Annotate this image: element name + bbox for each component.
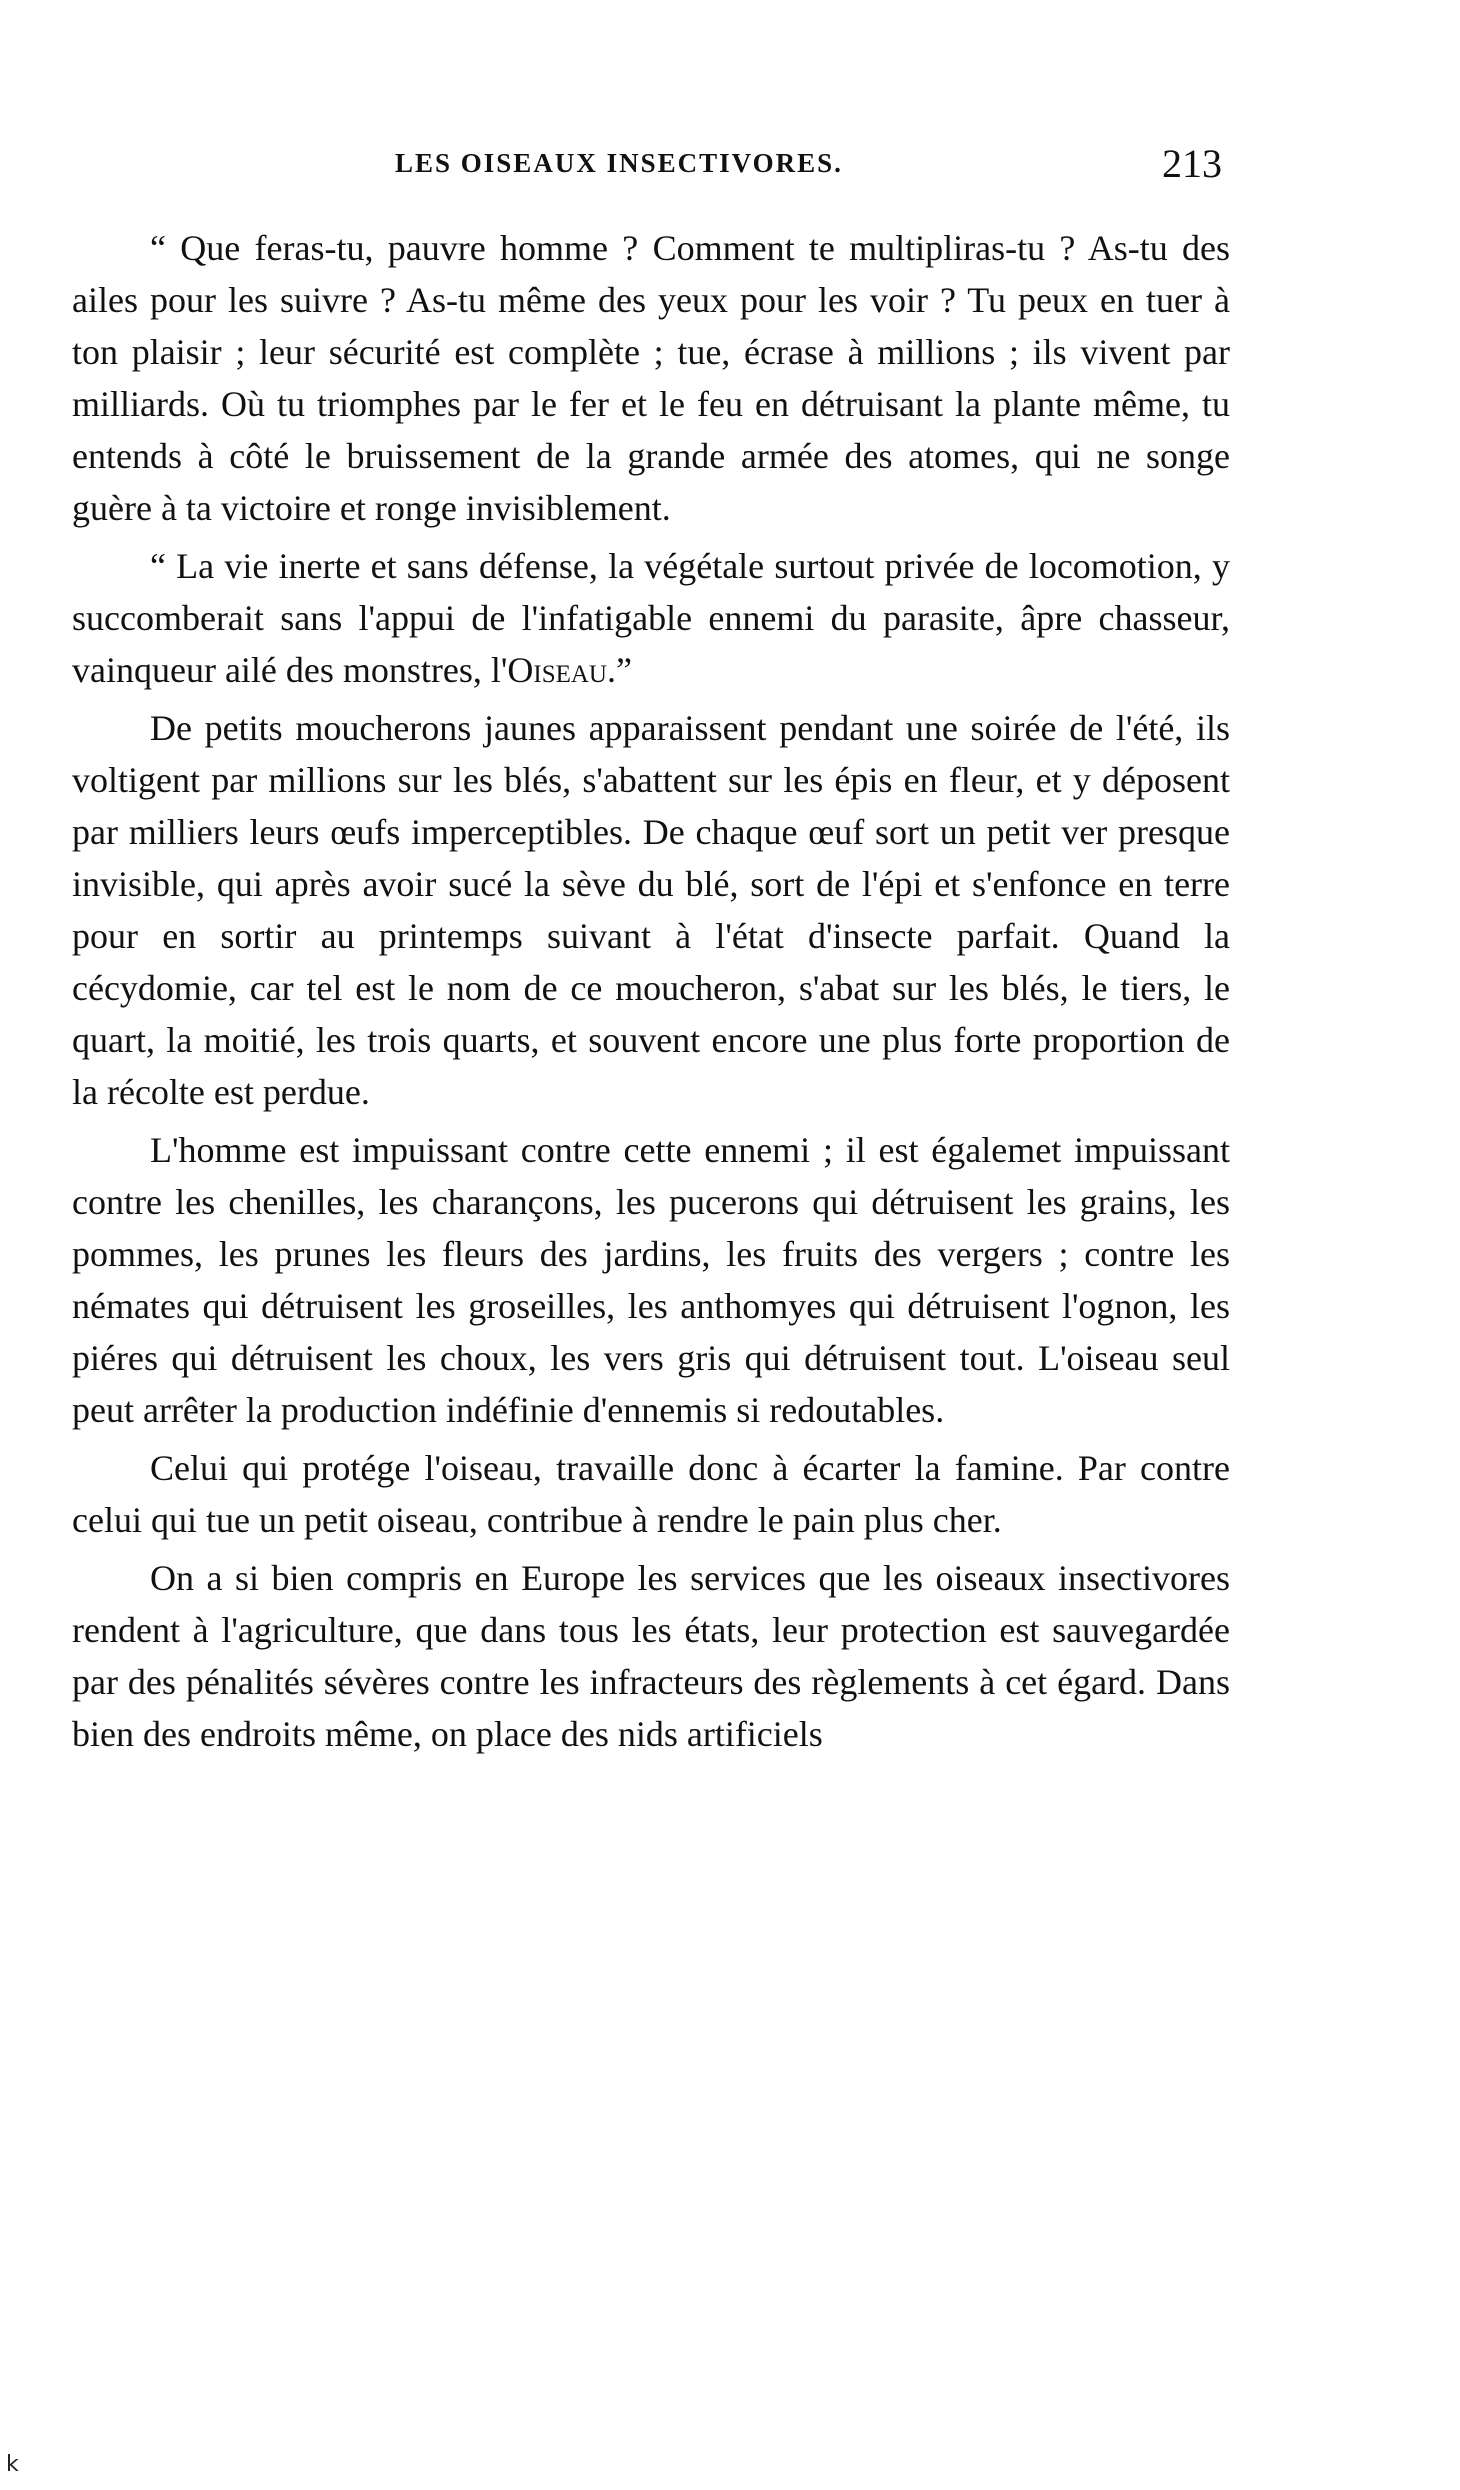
oiseau-small-caps: Oiseau <box>507 650 607 690</box>
paragraph-impuissant: L'homme est impuissant contre cette ennemi ; il est égalemet impuissant contre les chenilles, les charançons, les pucerons qui détruisent les grains, les pommes, les prunes les fleurs des jardins, les fruits des vergers ; contre les némates qui détruisent les groseilles, les anthomyes qui détruisent l'ognon, les piéres qui détruisent les choux, les vers gris qui détruisent tout. L'oiseau seul peut arrêter la production indéfinie d'ennemis si redoutables. <box>72 1130 1230 1430</box>
page-number: 213 <box>1162 141 1222 186</box>
quote-2-text: “ La vie inerte et sans défense, la végétale surtout privée de locomotion, y succomberait sans l'appui de l'infatigable ennemi du parasite, âpre chasseur, vainqueur ailé des monstres, l' <box>72 546 1230 690</box>
paragraph-europe: On a si bien compris en Europe les services que les oiseaux insectivores rendent à l'agriculture, que dans tous les états, leur protection est sauvegardée par des pénalités sévères contre les infracteurs des règlements à cet égard. Dans bien des endroits même, on place des nids artificiels <box>72 1558 1230 1754</box>
paragraph-famine: Celui qui protége l'oiseau, travaille donc à écarter la famine. Par contre celui qui tue un petit oiseau, contribue à rendre le pain plus cher. <box>72 1448 1230 1540</box>
quote-2-closing: .” <box>606 650 632 690</box>
paragraph-quote-1: “ Que feras-tu, pauvre homme ? Comment te multipliras-tu ? As-tu des ailes pour les suivre ? As-tu même des yeux pour les voir ? Tu peux en tuer à ton plaisir ; leur sécurité est complète ; tue, écrase à millions ; ils vivent par milliards. Où tu triomphes par le fer et le feu en détruisant la plante même, tu entends à côté le bruissement de la grande armée des atomes, qui ne songe guère à ta victoire et ronge invisiblement. <box>72 228 1230 528</box>
body-text <box>72 222 1230 1760</box>
paragraph-quote-2 <box>72 540 1230 696</box>
paragraph-cecydomie: De petits moucherons jaunes apparaissent pendant une soirée de l'été, ils voltigent par millions sur les blés, s'abattent sur les épis en fleur, et y déposent par milliers leurs œufs imperceptibles. De chaque œuf sort un petit ver presque invisible, qui après avoir sucé la sève du blé, sort de l'épi et s'enfonce en terre pour en sortir au printemps suivant à l'état d'insecte parfait. Quand la cécydomie, car tel est le nom de ce moucheron, s'abat sur les blés, le tiers, le quart, la moitié, les trois quarts, et souvent encore une plus forte proportion de la récolte est perdue. <box>72 708 1230 1112</box>
corner-mark: k <box>6 2452 19 2477</box>
running-head: LES OISEAUX INSECTIVORES. <box>395 148 843 178</box>
